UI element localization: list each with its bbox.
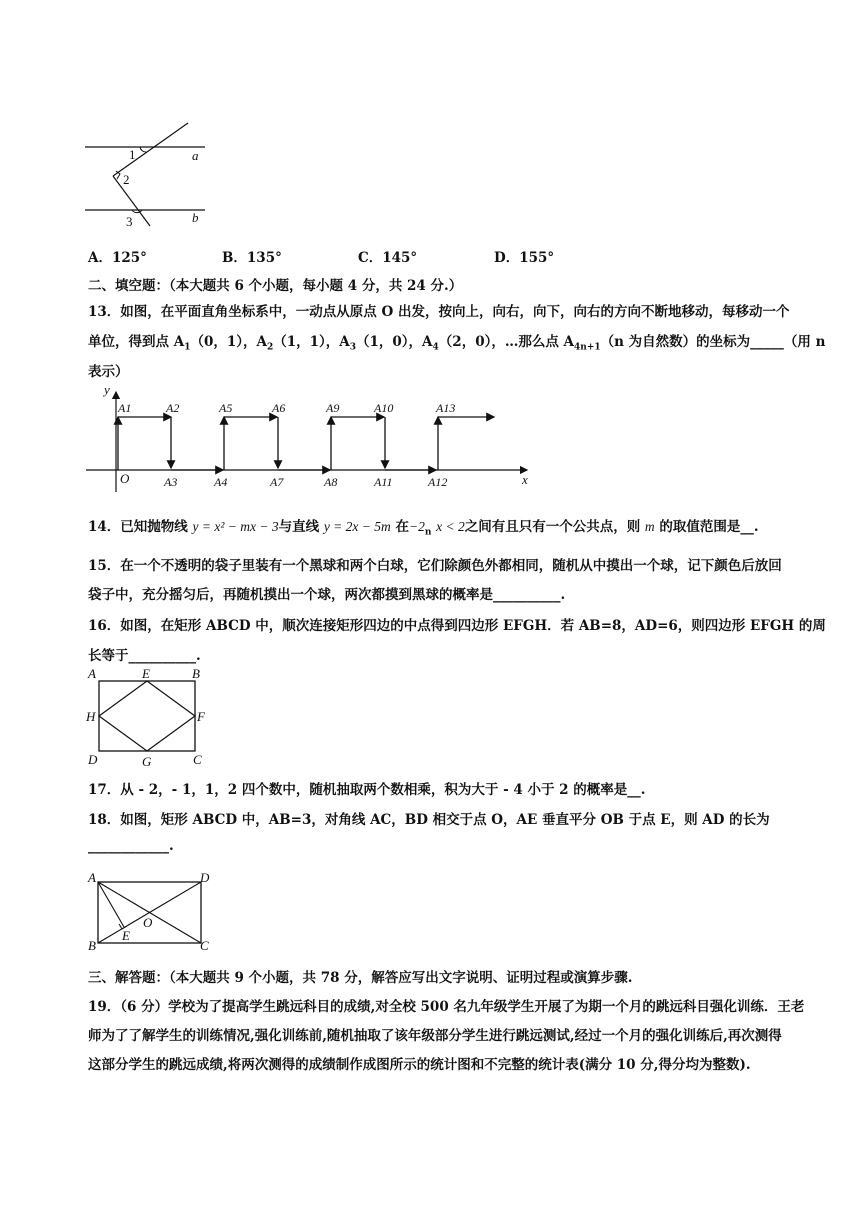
choice-d: D．155° <box>494 250 555 266</box>
vertex-d: D <box>88 752 98 767</box>
q18-line1: 18．如图，矩形 ABCD 中，AB=3，对角线 AC，BD 相交于点 O，AE 垂直平分 OB 于点 E，则 AD 的长为 <box>88 812 770 828</box>
vertex-b: B <box>192 666 200 681</box>
label-a12: A12 <box>428 475 448 489</box>
label-a9: A9 <box>326 401 340 415</box>
q16-line1: 16．如图，在矩形 ABCD 中，顺次连接矩形四边的中点得到四边形 EFGH．若 AB=8，AD=6，则四边形 EFGH 的周 <box>88 618 826 634</box>
line-b-label: b <box>192 210 199 225</box>
origin-label: O <box>120 471 130 486</box>
y-axis-label: y <box>104 382 110 397</box>
q13-line1: 13．如图，在平面直角坐标系中，一动点从原点 O 出发，按向上，向右，向下，向右的方向不断地移动，每移动一个 <box>88 304 790 320</box>
path-figure <box>82 380 542 495</box>
midpoint-e: E <box>142 666 150 681</box>
vertex-d: D <box>200 870 210 885</box>
q19-line2: 师为了了解学生的训练情况,强化训练前,随机抽取了该年级部分学生进行跳远测试,经过一个月的强化训练后,再次测得 <box>88 1028 782 1044</box>
point-o: O <box>143 915 153 930</box>
label-a3: A3 <box>164 475 178 489</box>
rectangle-abcd-figure <box>84 866 219 954</box>
midpoint-f: F <box>197 709 205 724</box>
vertex-c: C <box>193 752 202 767</box>
label-a6: A6 <box>272 401 286 415</box>
midpoint-h: H <box>86 709 96 724</box>
label-a8: A8 <box>324 475 338 489</box>
q17: 17．从 - 2，- 1，1，2 四个数中，随机抽取两个数相乘，积为大于 - 4 小于 2 的概率是__. <box>88 782 646 798</box>
choice-c: C．145° <box>358 250 418 266</box>
section-2-heading: 二、填空题：（本大题共 6 个小题，每小题 4 分，共 24 分.） <box>88 278 463 294</box>
vertex-a: A <box>88 870 96 885</box>
angle-3-label: 3 <box>126 214 133 229</box>
vertex-a: A <box>88 666 96 681</box>
point-e: E <box>122 928 130 943</box>
vertex-b: B <box>88 938 96 953</box>
q15-line2: 袋子中，充分摇匀后，再随机摸出一个球，两次都摸到黑球的概率是__________. <box>88 587 566 603</box>
q13-line3: 表示） <box>88 364 129 380</box>
line-a-label: a <box>192 148 199 163</box>
label-a10: A10 <box>374 401 394 415</box>
label-a11: A11 <box>374 475 393 489</box>
q15-line1: 15．在一个不透明的袋子里装有一个黑球和两个白球，它们除颜色外都相同，随机从中摸出一个球，记下颜色后放回 <box>88 558 782 574</box>
midpoint-g: G <box>142 754 152 768</box>
x-axis-label: x <box>522 472 528 487</box>
label-a1: A1 <box>118 401 132 415</box>
q18-line2: ____________. <box>88 838 174 854</box>
angle-figure <box>80 118 210 230</box>
angle-1-label: 1 <box>129 147 136 162</box>
q19-line1: 19．（6 分）学校为了提高学生跳远科目的成绩,对全校 500 名九年级学生开展了为期一个月的跳远科目强化训练．王老 <box>88 999 805 1015</box>
label-a5: A5 <box>219 401 233 415</box>
q16-line2: 长等于__________. <box>88 648 201 664</box>
label-a4: A4 <box>214 475 228 489</box>
rectangle-efgh-figure <box>84 664 214 768</box>
q13-line2: 单位，得到点 $A_1(0$，1），$A_2(1$，1），$A_3(1$，0），$A_4(2$，0），…那么点 $A_{4n+1}(n$ 为自然数）的坐标为_____（用 n <box>88 334 826 353</box>
choice-a: A．125° <box>88 250 147 266</box>
label-a2: A2 <box>166 401 180 415</box>
q19-line3: 这部分学生的跳远成绩,将两次测得的成绩制作成图所示的统计图和不完整的统计表(满分 10 分,得分均为整数). <box>88 1057 751 1073</box>
angle-2-label: 2 <box>123 172 130 187</box>
q14: 14．已知抛物线 y = x² − mx − 3与直线 y = 2x − 5m 在$-2_n$ x < 2之间有且只有一个公共点，则 m 的取值范围是__. <box>88 519 759 538</box>
section-3-heading: 三、解答题：（本大题共 9 个小题，共 78 分，解答应写出文字说明、证明过程或演算步骤. <box>88 970 633 986</box>
label-a7: A7 <box>270 475 284 489</box>
choice-b: B．135° <box>222 250 282 266</box>
vertex-c: C <box>200 938 209 953</box>
label-a13: A13 <box>436 401 456 415</box>
